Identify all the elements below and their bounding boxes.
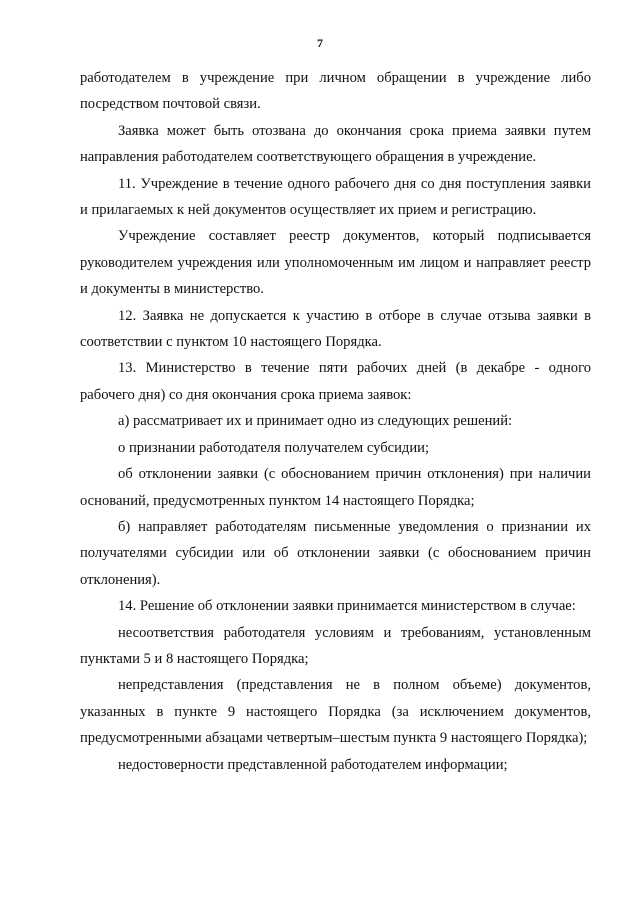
paragraph-decision-recipient: о признании работодателя получателем субсидии; (118, 439, 430, 456)
paragraph-item-14: 14. Решение об отклонении заявки принимается министерством в случае: (118, 598, 576, 615)
paragraph-withdrawal: Заявка может быть отозвана до окончания срока приема заявки путем направления работодателем соответствующего обращения в учреждение. (80, 122, 591, 166)
paragraph-item-12: 12. Заявка не допускается к участию в отборе в случае отзыва заявки в соответствии с пунктом 10 настоящего Порядка. (80, 307, 591, 351)
paragraph-submission-method: работодателем в учреждение при личном обращении в учреждение либо посредством почтовой связи. (80, 70, 591, 113)
paragraph-item-11: 11. Учреждение в течение одного рабочего дня со дня поступления заявки и прилагаемых к ней документов осуществляет их прием и регистрацию. (80, 175, 591, 219)
paragraph-item-13: 13. Министерство в течение пяти рабочих дней (в декабре - одного рабочего дня) со дня окончания срока приема заявок: (80, 360, 591, 403)
paragraph-nonconformity: несоответствия работодателя условиям и требованиям, установленным пунктами 5 и 8 настоящего Порядка; (80, 624, 591, 667)
document-body (80, 65, 591, 778)
paragraph-registry: Учреждение составляет реестр документов, который подписывается руководителем учреждения или уполномоченным им лицом и направляет реестр и документы в министерство. (80, 228, 591, 298)
paragraph-inaccuracy: недостоверности представленной работодателем информации; (118, 756, 508, 773)
paragraph-non-submission: непредставления (представления не в полном объеме) документов, указанных в пункте 9 настоящего Порядка (за исключением документов, предусмотренными абзацами четвертым–шестым пункта 9 настоящего Порядка); (80, 677, 591, 747)
paragraph-decision-rejection: об отклонении заявки (с обоснованием причин отклонения) при наличии оснований, предусмотренных пунктом 14 настоящего Порядка; (80, 466, 591, 509)
paragraph-item-13-b: б) направляет работодателям письменные уведомления о признании их получателями субсидии или об отклонении заявки (с обоснованием причин отклонения). (80, 518, 591, 588)
paragraph-item-13-a: а) рассматривает их и принимает одно из следующих решений: (118, 413, 513, 430)
page-number: 7 (317, 36, 323, 50)
